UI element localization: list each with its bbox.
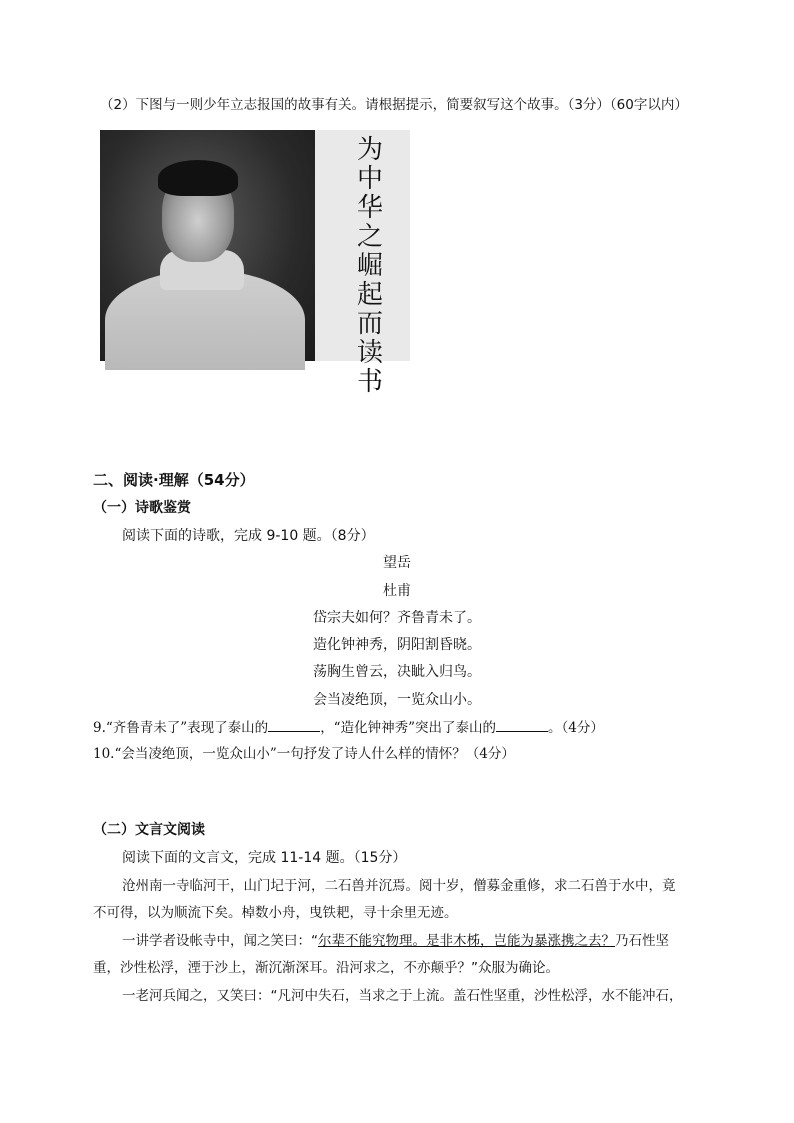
classical-text-line: 一讲学者设帐寺中，闻之笑曰：“尔辈不能究物理。是非木柹，岂能为暴涨携之去？乃石性坚: [122, 933, 669, 949]
answer-blank[interactable]: [268, 717, 320, 732]
portrait-photo: [100, 130, 410, 397]
classical-text-line: 重，沙性松浮，湮于沙上，渐沉渐深耳。沿河求之，不亦颠乎？”众服为确论。: [93, 960, 559, 976]
part-1-title: （一）诗歌鉴赏: [93, 500, 191, 516]
part-2-title: （二）文言文阅读: [93, 822, 205, 838]
poem-title: 望岳: [383, 555, 411, 571]
underlined-sentence: 尔辈不能究物理。是非木柹，岂能为暴涨携之去？: [318, 933, 615, 949]
classical-text-line: 一老河兵闻之，又笑曰：“凡河中失石，当求之于上流。盖石性坚重，沙性松浮，水不能冲石，: [122, 988, 683, 1004]
poem-line: 岱宗夫如何？齐鲁青未了。: [313, 610, 481, 626]
classical-text-line: 不可得，以为顺流下矣。棹数小舟，曳铁耙，寻十余里无迹。: [93, 905, 458, 921]
poem-line: 造化钟神秀，阴阳割昏晓。: [313, 637, 481, 653]
part-1-instruction: 阅读下面的诗歌，完成 9-10 题。（8分）: [122, 528, 375, 544]
poem-line: 会当凌绝顶，一览众山小。: [313, 692, 481, 708]
photo-background: [100, 130, 315, 361]
answer-blank[interactable]: [496, 717, 548, 732]
question-9: 9.“齐鲁青未了”表现了泰山的 ，“造化钟神秀”突出了泰山的 。（4分）: [93, 717, 604, 738]
question-8-2: （2）下图与一则少年立志报国的故事有关。请根据提示，简要叙写这个故事。（3分）（60字以内）: [100, 97, 688, 113]
part-2-instruction: 阅读下面的文言文，完成 11-14 题。（15分）: [122, 850, 407, 866]
poem-line: 荡胸生曾云，决眦入归鸟。: [313, 664, 481, 680]
photo-vertical-caption: 为 中 华 之 崛 起 而 读 书: [356, 135, 383, 397]
photo-figure-hair: [158, 160, 238, 196]
question-10: 10.“会当凌绝顶，一览众山小”一句抒发了诗人什么样的情怀？（4分）: [93, 746, 515, 762]
section-2-title: 二、阅读·理解（54分）: [93, 471, 255, 489]
poem-author: 杜甫: [383, 583, 411, 599]
classical-text-line: 沧州南一寺临河干，山门圮于河，二石兽并沉焉。阅十岁，僧募金重修，求二石兽于水中，竟: [122, 878, 676, 894]
